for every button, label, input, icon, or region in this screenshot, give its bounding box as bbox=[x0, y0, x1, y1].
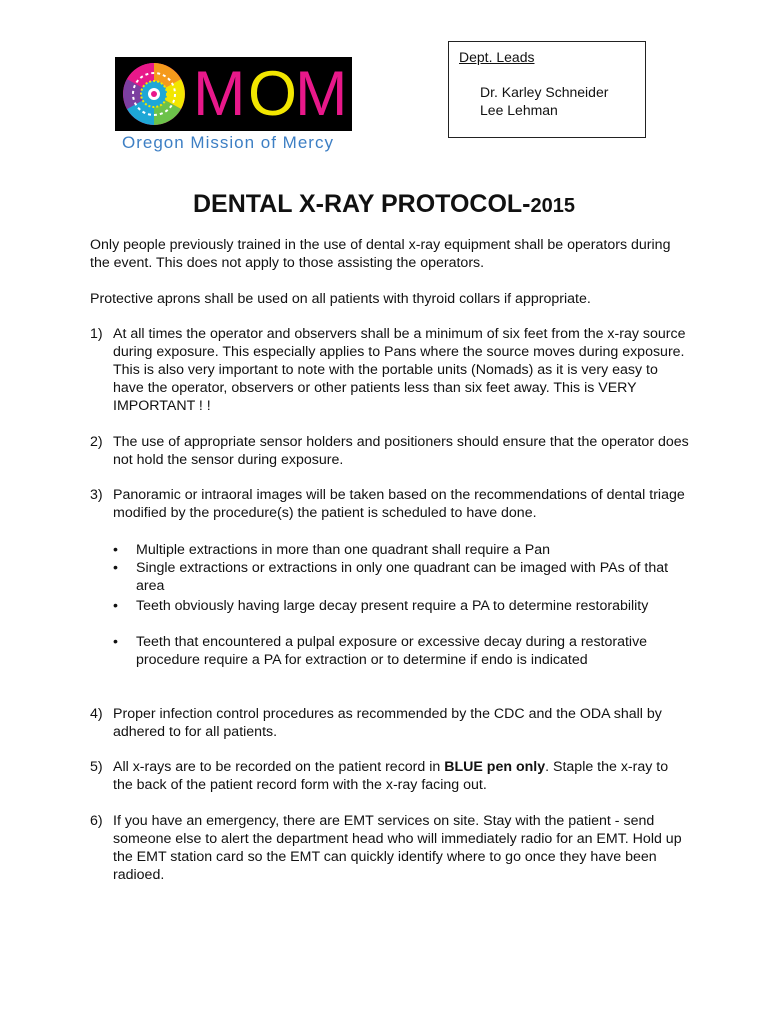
bullet-dot: • bbox=[113, 560, 118, 576]
lead-name: Lee Lehman bbox=[480, 102, 558, 118]
item-text: If you have an emergency, there are EMT services on site. Stay with the patient - send someone else to alert the department head who will immediately radio for an EMT. Hold up the EMT station card so the EMT can quickly identify where to go once they have been radioed. bbox=[113, 813, 682, 883]
title-year: 2015 bbox=[530, 195, 576, 217]
bullet-item bbox=[113, 633, 683, 669]
list-item bbox=[90, 758, 690, 794]
item-number: 5) bbox=[90, 759, 103, 775]
list-item bbox=[90, 812, 690, 884]
bullet-dot: • bbox=[113, 634, 118, 650]
item-number: 1) bbox=[90, 326, 103, 342]
logo-letter-m1: M bbox=[193, 59, 246, 129]
mandala-icon bbox=[119, 60, 189, 128]
item-text-bold: BLUE pen only bbox=[444, 759, 546, 775]
item-text: At all times the operator and observers shall be a minimum of six feet from the x-ray source during exposure. This especially applies to Pans where the source moves during exposure. This is also very important to note with the portable units (Nomads) as it is very easy to have the operator, observers or other patients less than six feet away. This is VERY IMPORTANT ! ! bbox=[113, 326, 686, 414]
item-number: 2) bbox=[90, 434, 103, 450]
item-number: 4) bbox=[90, 706, 103, 722]
intro-paragraph: Only people previously trained in the use of dental x-ray equipment shall be operators during the event. This does not apply to those assisting the operators. bbox=[90, 237, 671, 271]
item-text: Proper infection control procedures as recommended by the CDC and the ODA shall by adhered to for all patients. bbox=[113, 706, 662, 740]
intro-paragraph: Protective aprons shall be used on all patients with thyroid collars if appropriate. bbox=[90, 291, 591, 307]
logo bbox=[115, 57, 355, 157]
list-item bbox=[90, 705, 690, 741]
bullet-item bbox=[113, 541, 683, 559]
list-item bbox=[90, 433, 690, 469]
bullet-item bbox=[113, 559, 683, 595]
lead-name: Dr. Karley Schneider bbox=[480, 84, 609, 100]
bullet-text: Multiple extractions in more than one quadrant shall require a Pan bbox=[136, 542, 551, 558]
title-main: DENTAL X-RAY PROTOCOL- bbox=[192, 190, 531, 218]
item-text-post: . Staple the x-ray to the back of the patient record form with the x-ray facing out. bbox=[113, 759, 669, 793]
logo-letter-o: O bbox=[248, 59, 298, 129]
item-text: Panoramic or intraoral images will be taken based on the recommendations of dental triage modified by the procedure(s) the patient is scheduled to have done. bbox=[113, 487, 685, 521]
dept-leads-title: Dept. Leads bbox=[459, 49, 535, 65]
item-number: 6) bbox=[90, 813, 103, 829]
bullet-text: Single extractions or extractions in only one quadrant can be imaged with PAs of that area bbox=[136, 560, 669, 594]
item-text-pre: All x-rays are to be recorded on the patient record in bbox=[113, 759, 445, 775]
bullet-item bbox=[113, 597, 683, 615]
dept-leads-box bbox=[448, 41, 646, 138]
list-item bbox=[90, 325, 690, 415]
document-title bbox=[0, 189, 768, 221]
list-item bbox=[90, 486, 690, 522]
bullet-text: Teeth obviously having large decay present require a PA to determine restorability bbox=[136, 598, 649, 614]
item-number: 3) bbox=[90, 487, 103, 503]
item-text bbox=[113, 758, 690, 794]
bullet-dot: • bbox=[113, 598, 118, 614]
bullet-text: Teeth that encountered a pulpal exposure or excessive decay during a restorative procedure require a PA for extraction or to determine if endo is indicated bbox=[136, 634, 648, 668]
logo-tagline: Oregon Mission of Mercy bbox=[122, 133, 334, 152]
logo-letter-m2: M bbox=[295, 59, 348, 129]
bullet-dot: • bbox=[113, 542, 118, 558]
item-text: The use of appropriate sensor holders and positioners should ensure that the operator does not hold the sensor during exposure. bbox=[113, 434, 689, 468]
